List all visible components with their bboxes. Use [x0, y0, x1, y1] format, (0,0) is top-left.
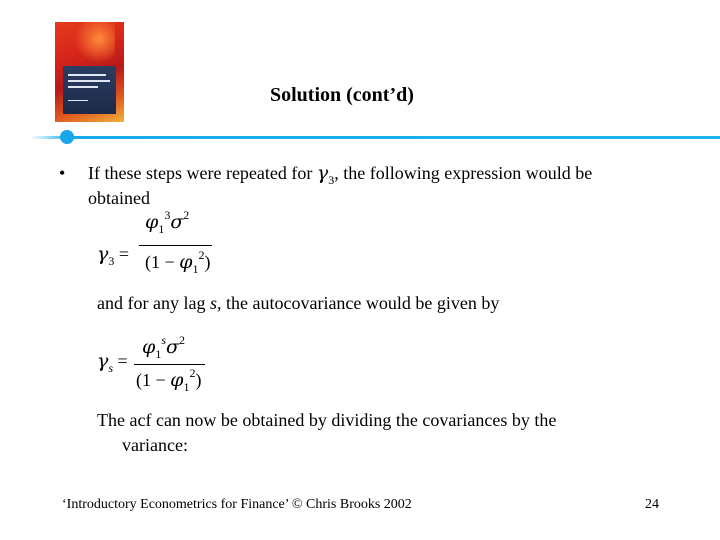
phi-superscript: 2 — [189, 366, 196, 380]
text-run: If these steps were repeated for — [88, 163, 317, 183]
sigma-symbol: σ — [165, 336, 179, 358]
slide-title: Solution (cont’d) — [270, 84, 414, 106]
cover-line — [68, 74, 106, 76]
phi-symbol: φ — [145, 211, 159, 233]
cover-line — [68, 86, 98, 88]
gamma-subscript: s — [108, 361, 114, 375]
phi-subscript: 1 — [158, 222, 165, 236]
phi-superscript: 2 — [198, 248, 205, 262]
den-open: (1 − — [145, 252, 180, 272]
equation-1-numerator — [145, 208, 190, 236]
phi-superscript: s — [161, 333, 166, 347]
title-divider — [30, 136, 720, 139]
text-run: , the following expression would be — [334, 163, 593, 183]
cover-title-panel — [63, 66, 116, 114]
equation-2-fraction-bar — [134, 364, 205, 365]
sigma-superscript: 2 — [178, 333, 185, 347]
phi-subscript: 1 — [192, 262, 199, 276]
phi-symbol: φ — [142, 336, 156, 358]
gamma-symbol: γ — [316, 162, 329, 184]
equation-2-denominator — [136, 366, 202, 394]
equation-2-numerator — [142, 333, 185, 361]
sigma-superscript: 2 — [183, 208, 190, 222]
bullet-text-line-2: obtained — [88, 188, 150, 208]
equals-sign: = — [114, 244, 130, 264]
gamma-symbol: γ — [97, 243, 109, 265]
book-cover-logo — [55, 22, 124, 122]
den-open: (1 − — [136, 370, 171, 390]
text-run: , the autocovariance would be given by — [216, 293, 500, 313]
cover-glow — [75, 22, 115, 64]
phi-subscript: 1 — [155, 347, 162, 361]
lag-symbol: s — [209, 293, 217, 313]
footer-citation: ‘Introductory Econometrics for Finance’ © Chris Brooks 2002 — [62, 497, 412, 512]
phi-superscript: 3 — [164, 208, 171, 222]
gamma-symbol: γ — [97, 350, 109, 372]
text-run: and for any lag — [97, 293, 210, 313]
equation-1-denominator — [145, 248, 211, 276]
divider-dot — [60, 130, 74, 144]
gamma-subscript: 3 — [328, 173, 335, 187]
acf-text-line-2: variance: — [122, 435, 188, 455]
phi-subscript: 1 — [183, 380, 190, 394]
equation-1-lhs — [97, 243, 129, 267]
equals-sign: = — [113, 351, 128, 371]
den-close: ) — [195, 370, 202, 390]
phi-symbol: φ — [179, 251, 193, 273]
sigma-symbol: σ — [170, 211, 184, 233]
acf-text-line-1: The acf can now be obtained by dividing the covariances by the — [97, 410, 557, 430]
equation-2-lhs — [97, 350, 128, 374]
cover-line — [68, 100, 88, 101]
autocovariance-text — [97, 292, 499, 314]
bullet-marker: • — [59, 163, 66, 183]
bullet-text-line-1 — [88, 162, 592, 186]
den-close: ) — [204, 252, 211, 272]
equation-1-fraction-bar — [139, 245, 212, 246]
phi-symbol: φ — [170, 369, 184, 391]
page-number: 24 — [645, 497, 659, 512]
cover-line — [68, 80, 110, 82]
gamma-subscript: 3 — [108, 254, 115, 268]
